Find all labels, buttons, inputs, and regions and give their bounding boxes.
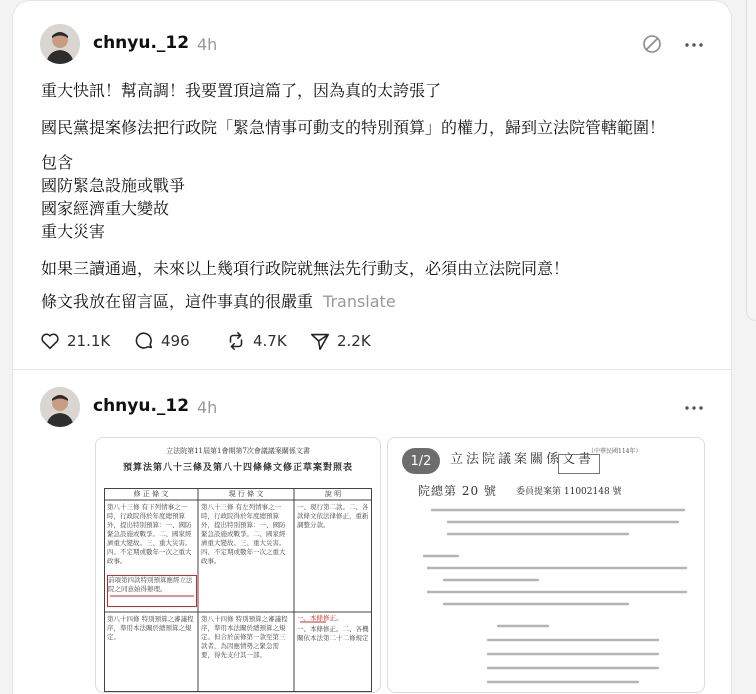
heart-icon <box>39 330 61 352</box>
like-count: 21.1K <box>67 332 111 350</box>
post-line: 國家經濟重大變故 <box>41 199 170 218</box>
doc-number: 院總第 20 號 <box>418 484 497 498</box>
ellipsis-icon <box>683 34 705 56</box>
translate-link[interactable]: Translate <box>323 292 396 311</box>
table-cell: 第八十四條 特別預算之審議程序，準用本法關於總預算之規定。但合於前條第一款至第三款者，為因應情勢之緊急需要，得先支付其一部。 <box>201 615 288 659</box>
document-text-lines <box>388 502 704 692</box>
post-line: 包含 <box>41 153 74 172</box>
comment-icon <box>133 330 155 352</box>
table-col-header: 現 行 條 文 <box>228 490 264 498</box>
more-options-button[interactable] <box>683 397 705 419</box>
post-line: 重大災害 <box>41 222 106 241</box>
repost-count: 4.7K <box>253 332 287 350</box>
comment-button[interactable] <box>133 329 190 353</box>
post-line: 重大快訊！幫高調！我要置頂這篇了，因為真的太誇張了 <box>41 81 442 100</box>
table-cell: 一、本條修正。二、各機關依本法第二十二條規定 <box>297 625 369 642</box>
post-line: 國防緊急設施或戰爭 <box>41 176 186 195</box>
post-time: 4h <box>197 35 218 54</box>
share-button[interactable] <box>309 329 371 353</box>
table-cell: 第八十四條 特別預算之審議程序，準用本法關於總預算之規定。 <box>107 615 194 641</box>
doc-stamp <box>558 454 600 474</box>
send-icon <box>309 330 331 352</box>
threads-feed <box>12 0 732 694</box>
mute-icon <box>641 33 663 55</box>
table-cell: 第八十三條 有下列情事之一時，行政院得於年度總預算外，提出特別預算：一、國防緊急設施或戰爭。二、國家經濟重大變故。三、重大災害。四、不定期或數年一次之重大政事。 <box>107 503 192 565</box>
repost-button[interactable] <box>225 329 287 353</box>
table-col-header: 說 明 <box>324 490 342 498</box>
avatar[interactable] <box>40 387 80 427</box>
table-cell: 一、現行第二款。二、各款條文依法律修正，重新調整分款。 <box>297 503 369 529</box>
post-line: 條文我放在留言區，這件事真的很嚴重 <box>41 292 314 311</box>
comparison-table <box>104 488 372 692</box>
thread-post[interactable] <box>13 1 731 370</box>
doc-title: 預算法第八十三條及第八十四條條文修正草案對照表 <box>122 463 353 473</box>
attached-image-legislative-document[interactable] <box>387 437 705 693</box>
post-line-last <box>41 290 721 313</box>
more-options-button[interactable] <box>683 34 705 56</box>
side-panel-edge <box>746 0 756 321</box>
avatar[interactable] <box>40 24 80 64</box>
share-count: 2.2K <box>337 332 371 350</box>
comment-count: 496 <box>161 332 190 350</box>
ellipsis-icon <box>683 397 705 419</box>
mute-button[interactable] <box>641 33 663 55</box>
doc-header: 立法院第11屆第1會期第7次會議議案關係文書 <box>166 447 310 455</box>
like-button[interactable] <box>39 329 110 353</box>
doc-subnumber: 委員提案第 11002148 號 <box>516 487 622 497</box>
table-col-header: 修 正 條 文 <box>133 490 169 498</box>
table-cell: 第八十三條 有左列情事之一時，行政院得於年度總預算外，提出特別預算：一、國防緊急設施或戰爭。二、國家經濟重大變故。三、重大災害。四、不定期或數年一次之重大政事。 <box>201 503 286 565</box>
table-cell-red: 一、本條修正。 <box>297 614 343 622</box>
table-cell-highlight: 前項第四款特別預算應經立法院之同意始得辦理。 <box>107 575 197 607</box>
username[interactable]: chnyu._12 <box>93 396 190 416</box>
post-time: 4h <box>197 398 218 417</box>
post-line: 國民黨提案修法把行政院「緊急情事可動支的特別預算」的權力，歸到立法院管轄範圍！ <box>41 118 666 137</box>
post-line: 如果三讀通過，未來以上幾項行政院就無法先行動支，必須由立法院同意！ <box>41 259 570 278</box>
page-indicator: 1/2 <box>402 448 440 474</box>
username[interactable]: chnyu._12 <box>93 33 190 53</box>
attached-image-comparison-table[interactable] <box>95 437 381 693</box>
doc-corner-note: （中華民國114年） <box>588 448 642 455</box>
repost-icon <box>225 330 247 352</box>
doc-title: 立法院議案關係文書 <box>450 452 595 467</box>
